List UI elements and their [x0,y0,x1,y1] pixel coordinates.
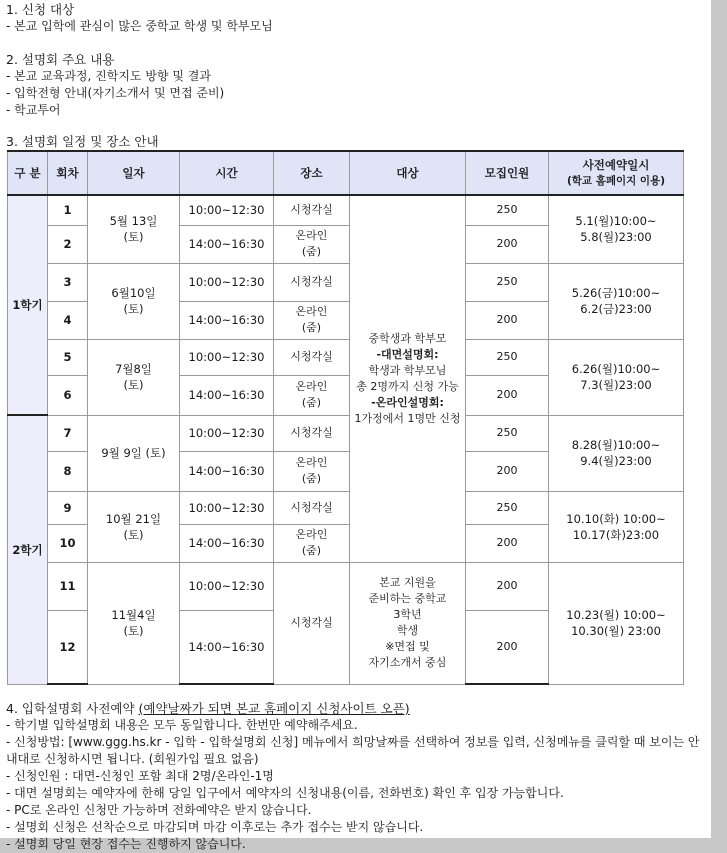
list-item: - 입학전형 안내(자기소개서 및 면접 준비) [6,86,225,100]
list-item: - 신청인원 : 대면-신청인 포함 최대 2명/온라인-1명 [6,769,274,783]
target-line: -대면설명회: [376,347,439,361]
target-line: ※면접 및 [385,640,430,653]
time-cell: 14:00~16:30 [180,610,274,684]
place-cell: 온라인 (줌) [274,524,350,562]
section-title-emphasis: (예약날짜가 되면 본교 홈페이지 신청사이트 오픈) [138,701,410,716]
capacity-cell: 200 [466,562,549,610]
reserve-cell: 10.23(월) 10:00~ 10.30(월) 23:00 [549,562,684,684]
round-cell: 7 [48,415,88,451]
list-item: - PC로 온라인 신청만 가능하며 전화예약은 받지 않습니다. [6,803,312,817]
capacity-cell: 200 [466,451,549,491]
header-reserve-sub: (학교 홈페이지 이용) [566,175,666,187]
target-line: 1가정에서 1명만 신청 [354,411,461,425]
table-row [8,415,684,451]
reserve-cell: 6.26(월)10:00~ 7.3(월)23:00 [549,339,684,415]
reserve-cell: 5.26(금)10:00~ 6.2(금)23:00 [549,263,684,339]
section-title: 3. 설명회 일정 및 장소 안내 [6,134,159,149]
section-reservation [0,701,711,853]
place-cell: 시청각실 [274,491,350,524]
header-reserve [549,151,684,195]
time-cell: 10:00~12:30 [180,491,274,524]
time-cell: 10:00~12:30 [180,195,274,225]
header-time: 시간 [180,151,274,195]
time-cell: 14:00~16:30 [180,225,274,263]
capacity-cell: 250 [466,491,549,524]
date-cell: 7월8일 (토) [88,339,180,415]
header-term: 구 분 [8,151,48,195]
header-target: 대상 [350,151,466,195]
target-line: 본교 지원을 [379,576,436,589]
place-cell: 온라인 (줌) [274,375,350,415]
date-cell: 9월 9일 (토) [88,415,180,491]
round-cell: 4 [48,301,88,339]
round-cell: 8 [48,451,88,491]
round-cell: 5 [48,339,88,375]
term-cell: 1학기 [8,195,48,415]
target-line: 학생과 학부모님 [368,363,447,377]
list-item: - 학교투어 [6,103,61,117]
round-cell: 2 [48,225,88,263]
target-line: -온라인설명회: [371,395,444,409]
reserve-cell: 5.1(월)10:00~ 5.8(월)23:00 [549,195,684,263]
section-title [0,701,711,717]
capacity-cell: 200 [466,375,549,415]
target-cell [350,195,466,562]
place-cell: 시청각실 [274,339,350,375]
schedule-table [7,150,684,685]
date-cell: 6월10일 (토) [88,263,180,339]
reserve-cell: 10.10(화) 10:00~ 10.17(화)23:00 [549,491,684,562]
section-contents [0,52,224,119]
list-item: - 대면 설명회는 예약자에 한해 당일 입구에서 예약자의 신청내용(이름, 전화번호) 확인 후 입장 가능합니다. [6,786,564,800]
time-cell: 10:00~12:30 [180,339,274,375]
target-line: 준비하는 중학교 [368,592,447,605]
target-line: 중학생과 학부모 [368,331,447,345]
place-cell: 온라인 (줌) [274,225,350,263]
list-item: - 본교 교육과정, 진학지도 방향 및 결과 [6,69,211,83]
place-cell: 시청각실 [274,562,350,684]
capacity-cell: 250 [466,263,549,301]
target-line: 자기소개서 중심 [368,656,447,669]
time-cell: 14:00~16:30 [180,524,274,562]
place-cell: 시청각실 [274,263,350,301]
round-cell: 1 [48,195,88,225]
time-cell: 10:00~12:30 [180,263,274,301]
place-cell: 시청각실 [274,195,350,225]
target-line: 총 2명까지 신청 가능 [356,379,459,393]
time-cell: 10:00~12:30 [180,415,274,451]
reserve-cell: 8.28(월)10:00~ 9.4(월)23:00 [549,415,684,491]
header-place: 장소 [274,151,350,195]
place-cell: 온라인 (줌) [274,301,350,339]
header-reserve-label: 사전예약일시 [582,158,650,172]
round-cell: 10 [48,524,88,562]
target-line: 학생 [396,624,419,637]
list-item: - 학기별 입학설명회 내용은 모두 동일합니다. 한번만 예약해주세요. [6,718,358,732]
time-cell: 14:00~16:30 [180,375,274,415]
header-round: 회차 [48,151,88,195]
time-cell: 14:00~16:30 [180,301,274,339]
place-cell: 시청각실 [274,415,350,451]
round-cell: 12 [48,610,88,684]
list-item: - 본교 입학에 관심이 많은 중학교 학생 및 학부모님 [6,19,273,33]
table-row [8,339,684,375]
round-cell: 3 [48,263,88,301]
table-row [8,263,684,301]
section-title: 1. 신청 대상 [6,2,75,17]
capacity-cell: 200 [466,524,549,562]
table-row [8,562,684,610]
header-capacity: 모집인원 [466,151,549,195]
round-cell: 11 [48,562,88,610]
section-title-prefix: 4. 입학설명회 사전예약 [6,701,139,716]
table-row [8,491,684,524]
table-row [8,195,684,225]
place-cell: 온라인 (줌) [274,451,350,491]
table-header-row [8,151,684,195]
capacity-cell: 250 [466,339,549,375]
date-cell: 11월4일 (토) [88,562,180,684]
round-cell: 9 [48,491,88,524]
capacity-cell: 200 [466,301,549,339]
term-cell: 2학기 [8,415,48,684]
list-item: - 설명회 신청은 선착순으로 마감되며 마감 이후로는 추가 접수는 받지 않습니다. [6,820,424,834]
target-cell [350,562,466,684]
round-cell: 6 [48,375,88,415]
date-cell: 10월 21일 (토) [88,491,180,562]
time-cell: 10:00~12:30 [180,562,274,610]
header-date: 일자 [88,151,180,195]
section-schedule [0,134,159,150]
time-cell: 14:00~16:30 [180,451,274,491]
capacity-cell: 200 [466,225,549,263]
list-item: - 신청방법: [www.ggg.hs.kr - 입학 - 입학설명회 신청] 메뉴에서 희망날짜를 선택하여 정보를 입력, 신청메뉴를 클릭할 때 보이는 안내대로 신청하시면 됩니다. (회원가입 필요 없음) [6,735,700,766]
target-line: 3학년 [393,608,422,621]
capacity-cell: 200 [466,610,549,684]
section-title: 2. 설명회 주요 내용 [6,52,115,67]
date-cell: 5월 13일 (토) [88,195,180,263]
capacity-cell: 250 [466,195,549,225]
list-item: - 설명회 당일 현장 접수는 진행하지 않습니다. [6,837,246,851]
capacity-cell: 250 [466,415,549,451]
section-target [0,2,273,35]
